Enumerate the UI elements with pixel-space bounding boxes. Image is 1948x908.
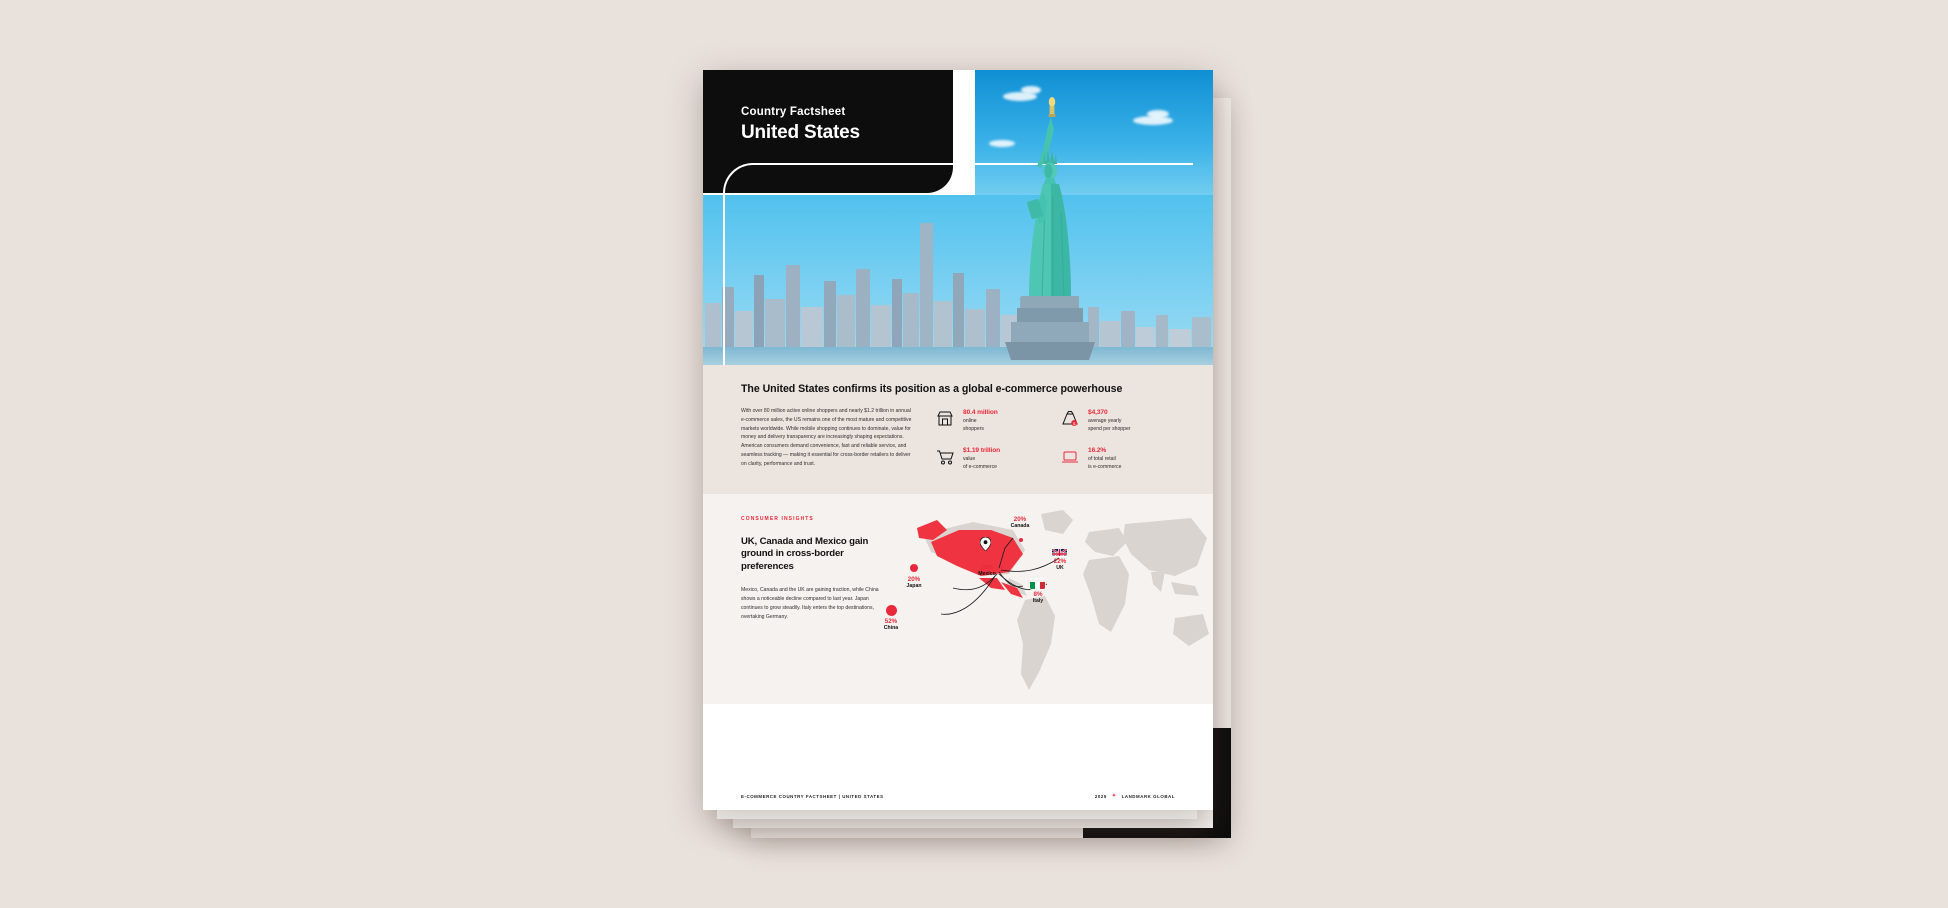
map-dot-canada [1019,538,1023,542]
document-stack [703,70,1213,810]
city-skyline [703,215,1213,365]
consumer-insights-section [703,494,1213,704]
key-stats-grid [935,407,1175,472]
footer-left-text: E-COMMERCE COUNTRY FACTSHEET | UNITED STATES [741,793,884,799]
insights-headline: UK, Canada and Mexico gain ground in cross-border preferences [741,535,869,572]
marker-name: Mexico [978,571,996,577]
marker-value: 22% [1053,557,1067,565]
stat-value: 80.4 million [963,409,998,416]
stat-label-line2: of e-commerce [963,463,997,470]
stat-average-spend [1060,409,1175,433]
intro-body: With over 80 million active online shoppers and nearly $1.2 trillion in annual e-commerce sales, the US remains one of the most mature and competitive markets worldwide. While mobile shopping continues to dominate, value for money and delivery transparency are increasingly shaping expectations. American consumers demand convenience, fast and reliable service, and seamless tracking — making it essential for cross-border retailers to deliver on clarity, performance and trust. [741,408,912,467]
hero-banner [703,70,1213,365]
marker-value: 52% [884,617,898,625]
world-map-graphic [913,504,1213,709]
footer-brand: LANDMARK GLOBAL [1121,793,1175,799]
svg-text:$: $ [1073,421,1076,426]
page-footer [741,793,1175,799]
stat-online-shoppers [935,409,1050,433]
map-dot-japan [910,564,918,572]
map-marker-italy [1013,591,1063,605]
stat-ecommerce-value [935,447,1050,471]
star-icon: ✦ [1111,793,1117,799]
world-map-chart [883,504,1213,709]
footer-right [1095,793,1175,799]
stat-label [963,456,1000,471]
marker-name: Canada [1010,523,1030,529]
map-marker-china [866,618,916,632]
stat-label-line2: spend per shopper [1088,425,1131,432]
insights-body: Mexico, Canada and the UK are gaining traction, while China shows a noticeable decline compared to last year. Japan continues to grow steadily. Italy enters the top destinations, overtaking Germany. [741,586,879,620]
stat-label-line1: online [963,418,977,424]
stat-value: $1.19 trillion [963,447,1001,455]
page-title: United States [741,122,860,143]
document-kicker: Country Factsheet [741,106,846,118]
statue-of-liberty-icon [991,92,1111,362]
insights-text-column [741,516,889,622]
marker-name: China [883,625,899,631]
map-dot-china [886,605,897,616]
stat-value: 16.2% [1088,447,1107,455]
map-marker-uk [1035,558,1085,572]
stat-label-line1: average yearly [1088,418,1122,424]
section-eyebrow: CONSUMER INSIGHTS [741,515,814,522]
marker-value: 20% [907,575,921,583]
flag-uk-icon [1052,546,1067,556]
stat-label-line1: of total retail [1088,456,1116,463]
stat-value: $4,370 [1088,409,1108,416]
map-marker-japan [889,576,939,590]
map-marker-canada [995,516,1045,530]
waterfront [703,347,1213,365]
storefront-icon [935,409,955,429]
marker-name: UK [1056,565,1064,571]
stat-retail-share [1060,447,1175,471]
factsheet-page [703,70,1213,810]
stat-label-line1: value [963,456,976,463]
cloud-icon [1147,110,1169,118]
marker-name: Italy [1032,598,1044,604]
stat-label-line2: shoppers [963,425,984,432]
marker-value: 20% [1013,515,1027,523]
location-pin-icon [980,537,991,551]
stat-label-line2: is e-commerce [1088,463,1122,470]
money-bag-icon [1060,409,1080,429]
footer-year: 2025 [1094,793,1107,799]
stat-label [1088,456,1121,471]
marker-name: Japan [906,583,922,589]
intro-section [703,365,1213,494]
laptop-icon [1060,447,1080,467]
marker-value: 16% [980,563,994,571]
map-marker-mexico [962,564,1012,578]
title-card [703,70,953,193]
shopping-cart-icon [935,447,955,467]
stat-label [1088,418,1130,433]
intro-headline: The United States confirms its position as a global e-commerce powerhouse [741,383,1123,395]
marker-value: 8% [1033,590,1043,598]
stat-label [963,418,998,433]
flag-italy-icon [1030,579,1045,589]
